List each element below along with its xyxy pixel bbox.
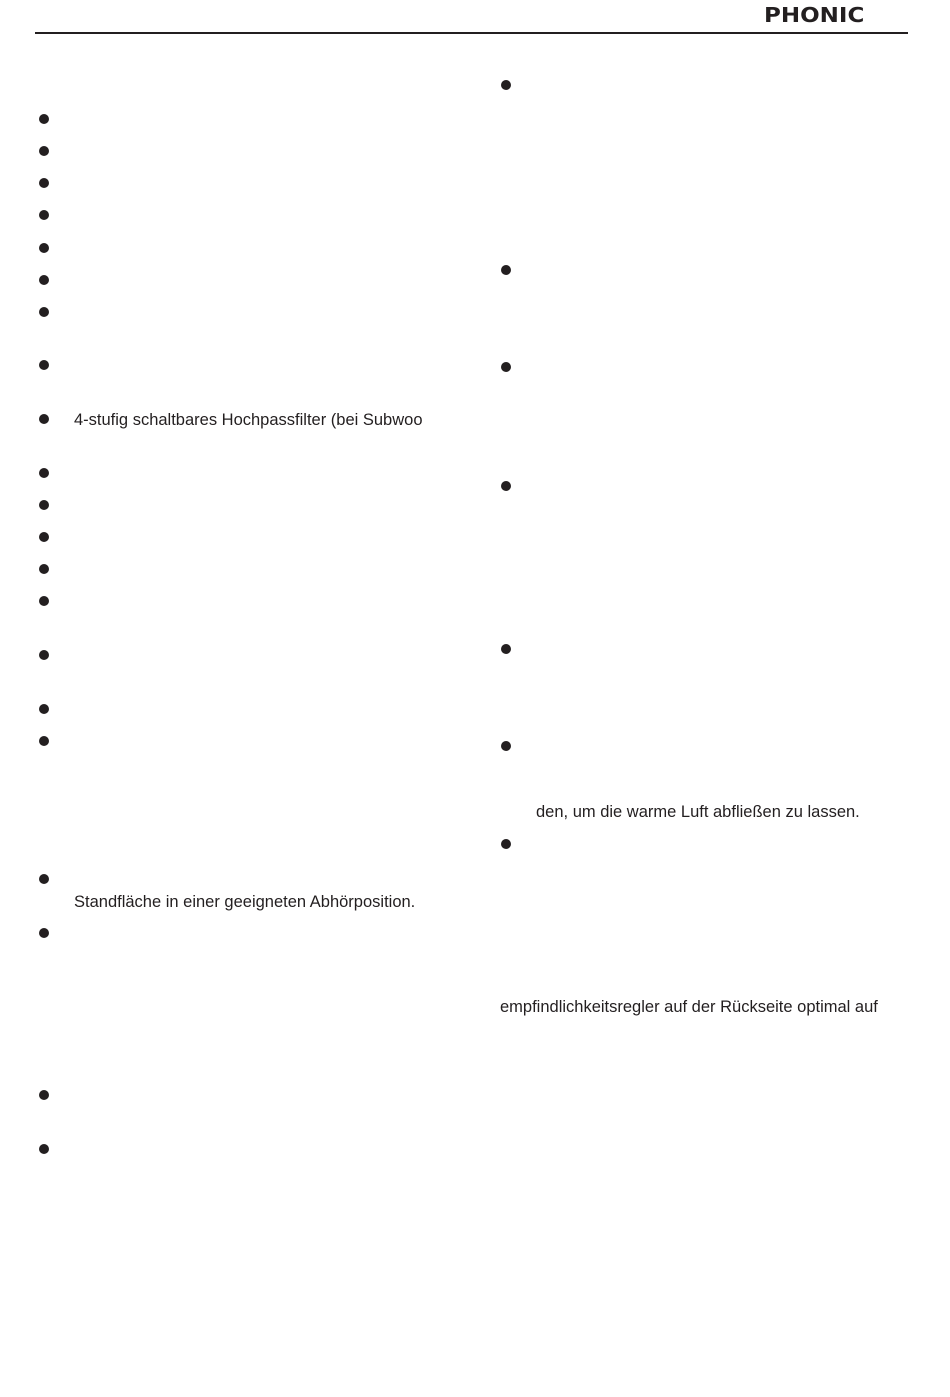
body-text-line: den, um die warme Luft abfließen zu lassen. xyxy=(536,803,860,821)
bullet-icon xyxy=(39,1144,49,1154)
bullet-icon xyxy=(39,146,49,156)
bullet-icon xyxy=(39,736,49,746)
bullet-icon xyxy=(39,928,49,938)
bullet-icon xyxy=(39,414,49,424)
bullet-icon xyxy=(501,265,511,275)
bullet-icon xyxy=(39,114,49,124)
bullet-icon xyxy=(39,704,49,714)
bullet-icon xyxy=(39,1090,49,1100)
bullet-icon xyxy=(39,650,49,660)
body-text-line: 4-stufig schaltbares Hochpassfilter (bei Subwoo xyxy=(74,411,423,429)
bullet-icon xyxy=(501,362,511,372)
bullet-icon xyxy=(39,532,49,542)
bullet-icon xyxy=(39,596,49,606)
bullet-icon xyxy=(39,307,49,317)
bullet-icon xyxy=(39,275,49,285)
bullet-icon xyxy=(39,500,49,510)
header-rule xyxy=(35,32,908,34)
bullet-icon xyxy=(39,468,49,478)
bullet-icon xyxy=(501,644,511,654)
bullet-icon xyxy=(39,874,49,884)
header-brand-logo: PHONIC xyxy=(764,4,865,28)
bullet-icon xyxy=(39,243,49,253)
bullet-icon xyxy=(39,564,49,574)
body-text-line: Standfläche in einer geeigneten Abhörposition. xyxy=(74,893,416,911)
bullet-icon xyxy=(39,178,49,188)
bullet-icon xyxy=(501,481,511,491)
bullet-icon xyxy=(501,839,511,849)
body-text-line: empfindlichkeitsregler auf der Rückseite optimal auf xyxy=(500,998,878,1016)
bullet-icon xyxy=(501,80,511,90)
bullet-icon xyxy=(39,360,49,370)
bullet-icon xyxy=(39,210,49,220)
bullet-icon xyxy=(501,741,511,751)
